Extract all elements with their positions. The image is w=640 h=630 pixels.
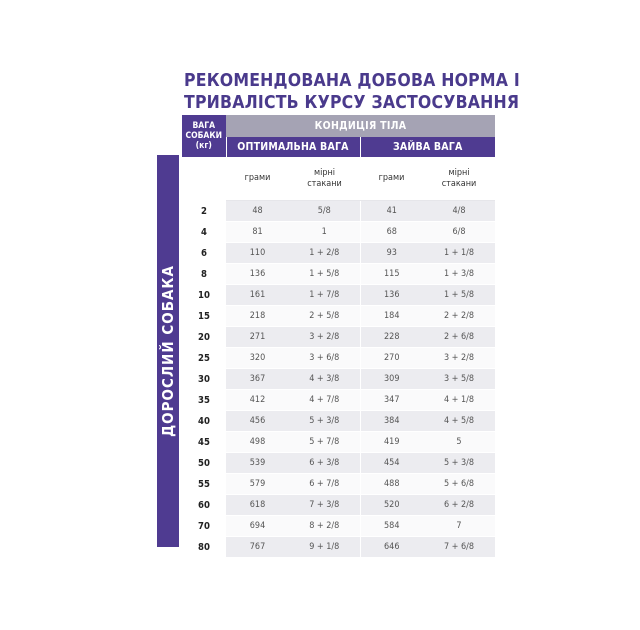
optimal-grams-cell: 271 bbox=[226, 327, 289, 348]
title-line-2: ТРИВАЛІСТЬ КУРСУ ЗАСТОСУВАННЯ bbox=[184, 93, 520, 113]
overweight-grams-cell: 488 bbox=[360, 474, 423, 495]
optimal-cups-cell: 8 + 2/8 bbox=[289, 516, 360, 537]
feeding-table bbox=[182, 115, 495, 558]
optimal-grams-cell: 367 bbox=[226, 369, 289, 390]
overweight-cups-cell: 1 + 3/8 bbox=[423, 264, 495, 285]
weight-cell: 8 bbox=[182, 264, 226, 285]
overweight-cups-cell: 2 + 6/8 bbox=[423, 327, 495, 348]
optimal-grams-cell: 136 bbox=[226, 264, 289, 285]
weight-cell: 35 bbox=[182, 390, 226, 411]
overweight-cups-cell: 3 + 5/8 bbox=[423, 369, 495, 390]
overweight-grams-cell: 419 bbox=[360, 432, 423, 453]
condition-header: КОНДИЦІЯ ТІЛА bbox=[226, 115, 495, 137]
weight-cell: 30 bbox=[182, 369, 226, 390]
grams-header-overweight: грами bbox=[360, 157, 423, 201]
optimal-cups-cell: 3 + 2/8 bbox=[289, 327, 360, 348]
overweight-grams-cell: 270 bbox=[360, 348, 423, 369]
overweight-grams-cell: 384 bbox=[360, 411, 423, 432]
table-row bbox=[182, 369, 495, 390]
table-row bbox=[182, 264, 495, 285]
table-row bbox=[182, 306, 495, 327]
weight-cell: 60 bbox=[182, 495, 226, 516]
weight-cell: 80 bbox=[182, 537, 226, 558]
optimal-grams-cell: 48 bbox=[226, 201, 289, 222]
table-row bbox=[182, 495, 495, 516]
optimal-cups-cell: 6 + 3/8 bbox=[289, 453, 360, 474]
weight-cell: 6 bbox=[182, 243, 226, 264]
optimal-grams-cell: 618 bbox=[226, 495, 289, 516]
table-row bbox=[182, 411, 495, 432]
overweight-cups-cell: 1 + 1/8 bbox=[423, 243, 495, 264]
optimal-cups-cell: 5/8 bbox=[289, 201, 360, 222]
overweight-grams-cell: 646 bbox=[360, 537, 423, 558]
optimal-cups-cell: 1 bbox=[289, 222, 360, 243]
overweight-grams-cell: 68 bbox=[360, 222, 423, 243]
overweight-grams-cell: 228 bbox=[360, 327, 423, 348]
overweight-cups-cell: 2 + 2/8 bbox=[423, 306, 495, 327]
optimal-weight-header: ОПТИМАЛЬНА ВАГА bbox=[226, 137, 360, 157]
optimal-grams-cell: 81 bbox=[226, 222, 289, 243]
overweight-cups-cell: 4 + 1/8 bbox=[423, 390, 495, 411]
overweight-cups-cell: 7 bbox=[423, 516, 495, 537]
optimal-grams-cell: 498 bbox=[226, 432, 289, 453]
table-row bbox=[182, 390, 495, 411]
page-title bbox=[184, 70, 520, 114]
overweight-grams-cell: 454 bbox=[360, 453, 423, 474]
overweight-grams-cell: 520 bbox=[360, 495, 423, 516]
table-row bbox=[182, 348, 495, 369]
optimal-grams-cell: 110 bbox=[226, 243, 289, 264]
overweight-cups-cell: 4/8 bbox=[423, 201, 495, 222]
side-label: ДОРОСЛИЙ СОБАКА bbox=[159, 265, 177, 437]
weight-cell: 70 bbox=[182, 516, 226, 537]
overweight-grams-cell: 41 bbox=[360, 201, 423, 222]
table-row bbox=[182, 516, 495, 537]
overweight-cups-cell: 5 + 6/8 bbox=[423, 474, 495, 495]
optimal-cups-cell: 5 + 3/8 bbox=[289, 411, 360, 432]
overweight-grams-cell: 584 bbox=[360, 516, 423, 537]
optimal-grams-cell: 694 bbox=[226, 516, 289, 537]
weight-cell: 4 bbox=[182, 222, 226, 243]
optimal-cups-cell: 9 + 1/8 bbox=[289, 537, 360, 558]
optimal-grams-cell: 539 bbox=[226, 453, 289, 474]
optimal-cups-cell: 6 + 7/8 bbox=[289, 474, 360, 495]
cups-header-optimal: мірні стакани bbox=[289, 157, 360, 201]
side-band bbox=[157, 155, 179, 547]
optimal-cups-cell: 4 + 7/8 bbox=[289, 390, 360, 411]
table-row bbox=[182, 201, 495, 222]
optimal-cups-cell: 1 + 2/8 bbox=[289, 243, 360, 264]
table-row bbox=[182, 474, 495, 495]
weight-cell: 10 bbox=[182, 285, 226, 306]
overweight-grams-cell: 184 bbox=[360, 306, 423, 327]
overweight-grams-cell: 347 bbox=[360, 390, 423, 411]
weight-cell: 40 bbox=[182, 411, 226, 432]
table-row bbox=[182, 285, 495, 306]
overweight-grams-cell: 136 bbox=[360, 285, 423, 306]
weight-cell: 15 bbox=[182, 306, 226, 327]
overweight-cups-cell: 1 + 5/8 bbox=[423, 285, 495, 306]
table-row bbox=[182, 243, 495, 264]
weight-cell: 45 bbox=[182, 432, 226, 453]
overweight-grams-cell: 115 bbox=[360, 264, 423, 285]
optimal-grams-cell: 320 bbox=[226, 348, 289, 369]
table-body bbox=[182, 201, 495, 558]
optimal-cups-cell: 1 + 7/8 bbox=[289, 285, 360, 306]
table-row bbox=[182, 537, 495, 558]
weight-cell: 2 bbox=[182, 201, 226, 222]
weight-cell: 20 bbox=[182, 327, 226, 348]
overweight-cups-cell: 6 + 2/8 bbox=[423, 495, 495, 516]
optimal-grams-cell: 767 bbox=[226, 537, 289, 558]
overweight-header: ЗАЙВА ВАГА bbox=[360, 137, 495, 157]
optimal-cups-cell: 1 + 5/8 bbox=[289, 264, 360, 285]
optimal-cups-cell: 5 + 7/8 bbox=[289, 432, 360, 453]
overweight-cups-cell: 6/8 bbox=[423, 222, 495, 243]
optimal-cups-cell: 7 + 3/8 bbox=[289, 495, 360, 516]
overweight-cups-cell: 5 + 3/8 bbox=[423, 453, 495, 474]
grams-header-optimal: грами bbox=[226, 157, 289, 201]
optimal-grams-cell: 579 bbox=[226, 474, 289, 495]
weight-cell: 55 bbox=[182, 474, 226, 495]
optimal-cups-cell: 2 + 5/8 bbox=[289, 306, 360, 327]
weight-cell: 50 bbox=[182, 453, 226, 474]
cups-header-overweight: мірні стакани bbox=[423, 157, 495, 201]
optimal-cups-cell: 4 + 3/8 bbox=[289, 369, 360, 390]
overweight-cups-cell: 7 + 6/8 bbox=[423, 537, 495, 558]
overweight-cups-cell: 4 + 5/8 bbox=[423, 411, 495, 432]
table-row bbox=[182, 222, 495, 243]
optimal-grams-cell: 161 bbox=[226, 285, 289, 306]
table-row bbox=[182, 327, 495, 348]
weight-cell: 25 bbox=[182, 348, 226, 369]
overweight-grams-cell: 309 bbox=[360, 369, 423, 390]
optimal-grams-cell: 456 bbox=[226, 411, 289, 432]
table-row bbox=[182, 453, 495, 474]
weight-header: ВАГА СОБАКИ (кг) bbox=[182, 115, 226, 157]
optimal-cups-cell: 3 + 6/8 bbox=[289, 348, 360, 369]
table-row bbox=[182, 432, 495, 453]
optimal-grams-cell: 412 bbox=[226, 390, 289, 411]
optimal-grams-cell: 218 bbox=[226, 306, 289, 327]
title-line-1: РЕКОМЕНДОВАНА ДОБОВА НОРМА І bbox=[184, 71, 520, 91]
unit-blank bbox=[182, 157, 226, 201]
overweight-grams-cell: 93 bbox=[360, 243, 423, 264]
overweight-cups-cell: 3 + 2/8 bbox=[423, 348, 495, 369]
overweight-cups-cell: 5 bbox=[423, 432, 495, 453]
